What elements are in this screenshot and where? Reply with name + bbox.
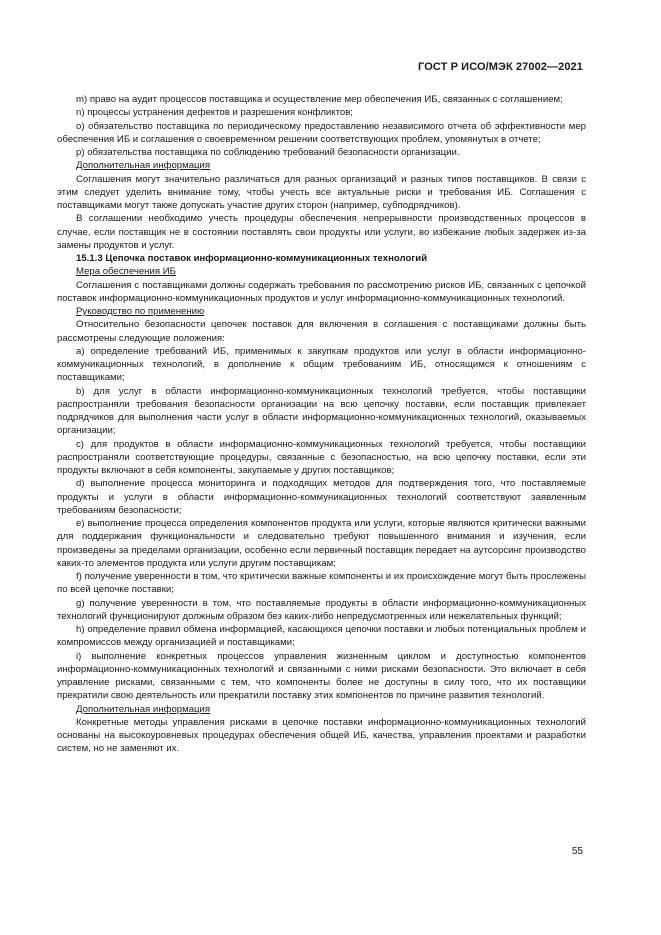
- paragraph: Относительно безопасности цепочек поставок для включения в соглашения с поставщиками должны быть рассмотрены следующие положения:: [57, 319, 586, 344]
- list-item-f: f) получение уверенности в том, что критически важные компоненты и их происхождение могут быть прослежены по всей цепочке поставки;: [57, 571, 586, 596]
- list-item-n: n) процессы устранения дефектов и разрешения конфликтов;: [76, 107, 353, 119]
- subheading-guidance: Руководство по применению: [76, 306, 205, 317]
- list-item-m: m) право на аудит процессов поставщика и осуществление мер обеспечения ИБ, связанных с соглашением;: [76, 94, 563, 105]
- section-heading: 15.1.3 Цепочка поставок информационно-коммуникационных технологий: [76, 253, 428, 264]
- list-item-h: h) определение правил обмена информацией, касающихся цепочки поставки и любых потенциальных проблем и компромиссов между организацией и поставщиками;: [57, 624, 586, 649]
- list-item-e: e) выполнение процесса определения компонентов продукта или услуги, которые являются критически важными для поддержания функциональности и следовательно требуют повышенного внимания и изучения, если произведены за пределами организации, особенно если первичный поставщик передает на аутсорсинг производство каких-то элементов продукта или услуги другим поставщикам;: [57, 518, 586, 569]
- page-header: ГОСТ Р ИСО/МЭК 27002—2021: [418, 61, 583, 73]
- paragraph: Соглашения с поставщиками должны содержать требования по рассмотрению рисков ИБ, связанных с цепочкой поставок информационно-коммуникационных продуктов и услуг информационно-коммуникационных технологий.: [57, 279, 586, 304]
- list-item-a: а) определение требований ИБ, применимых к закупкам продуктов или услуг в области информационно-коммуникационных технологий, в дополнение к общим требованиям ИБ, относящимся к отношениям с поставщиками;: [57, 345, 586, 384]
- document-body: [57, 93, 586, 756]
- list-item-b: b) для услуг в области информационно-коммуникационных технологий требуется, чтобы поставщики распространяли требования безопасности организации на всю цепочку поставки, если поставщик привлекает подрядчиков для выполнения части услуг в области информационно-коммуникационных технологий, оказываемых организации;: [57, 385, 586, 437]
- list-item-d: d) выполнение процесса мониторинга и подходящих методов для подтверждения того, что поставляемые продукты и услуги в области информационно-коммуникационных технологий соответствуют заявленным требованиям безопасности;: [57, 478, 586, 516]
- list-item-i: i) выполнение конкретных процессов управления жизненным циклом и доступностью компонентов информационно-коммуникационных технологий и связанными с ними рисками безопасности. Это включает в себя управление рисками, связанными с тем, что компоненты более не доступны в силу того, что их поставщики прекратили свою деятельность или прекратили поставку этих компонентов по причине развития технологий.: [57, 650, 586, 702]
- list-item-g: g) получение уверенности в том, что поставляемые продукты в области информационно-коммуникационных технологий функционируют должным образом без каких-либо непредусмотренных или нежелательных функций;: [57, 597, 586, 622]
- list-item-c: c) для продуктов в области информационно-коммуникационных технологий требуется, чтобы поставщики распространяли соответствующие процедуры, связанные с безопасностью, на всю цепочку поставки, если эти продукты включают в себя компоненты, закупаемые у других поставщиков;: [57, 438, 586, 476]
- subheading-control: Мера обеспечения ИБ: [76, 266, 176, 278]
- list-item-p: p) обязательства поставщика по соблюдению требований безопасности организации.: [76, 147, 460, 158]
- page-number: 55: [571, 846, 583, 857]
- paragraph: Конкретные методы управления рисками в цепочке поставки информационно-коммуникационных технологий основаны на высокоуровневых процедурах обеспечения общей ИБ, качества, управления проектами и разработки систем, но не заменяют их.: [57, 716, 586, 755]
- paragraph: В соглашении необходимо учесть процедуры обеспечения непрерывности производственных процессов в случае, если поставщик не в состоянии поставлять свои продукты или услуги, во избежание любых задержек из-за замены продуктов и услуг.: [57, 213, 586, 251]
- subheading-additional-info: Дополнительная информация: [76, 703, 211, 715]
- paragraph: Соглашения могут значительно различаться для разных организаций и разных типов поставщиков. В связи с этим следует уделить внимание тому, чтобы учесть все актуальные риски и требования ИБ. Соглашения с поставщиками могут также допускать участие других сторон (например, субподрядчиков).: [57, 173, 586, 211]
- subheading-additional-info: Дополнительная информация: [76, 160, 211, 172]
- list-item-o: о) обязательство поставщика по периодическому предоставлению независимого отчета об эффективности мер обеспечения ИБ и соглашения о своевременном решении соответствующих проблем, упомянутых в отчете;: [57, 120, 586, 145]
